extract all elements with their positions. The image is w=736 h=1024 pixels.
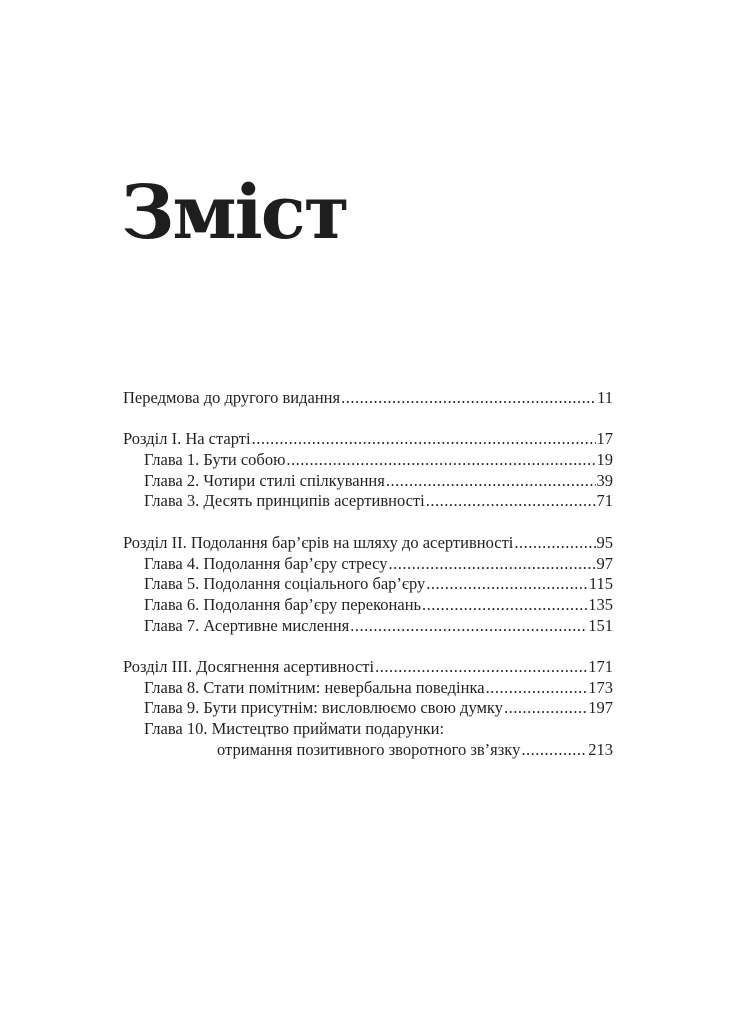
toc-chapter-entry-first-line[interactable] [123,719,613,740]
toc-entry-title: Глава 2. Чотири стилі спілкування [144,470,385,490]
toc-chapter-entry[interactable] [123,574,613,595]
toc-entry-title: Глава 6. Подолання бар’єру переконань [144,594,422,614]
dot-leader [252,429,596,450]
toc-page-number: 173 [588,677,613,697]
dot-leader [350,616,587,637]
toc-entry-title: Глава 7. Асертивне мислення [144,615,350,635]
toc-group-part-3 [123,657,613,760]
toc-entry-title: Глава 10. Мистецтво приймати подарунки: [144,719,445,738]
toc-page-number: 95 [596,532,613,552]
toc-chapter-entry[interactable] [123,450,613,471]
toc-entry-title: Глава 5. Подолання соціального бар’єру [144,574,426,594]
dot-leader [426,491,596,512]
dot-leader [422,595,587,616]
toc-chapter-entry[interactable] [123,491,613,512]
page-title: Зміст [121,170,348,256]
toc-entry-title: Розділ I. На старті [123,429,251,449]
dot-leader [386,471,596,492]
toc-page-number: 71 [596,491,613,511]
toc-page-number: 151 [588,615,613,635]
dot-leader [375,657,587,678]
dot-leader [486,678,588,699]
dot-leader [514,533,595,554]
toc-chapter-entry[interactable] [123,678,613,699]
toc-page-number: 11 [597,388,613,407]
dot-leader [521,740,587,761]
toc-entry-title: Глава 1. Бути собою [144,450,286,470]
toc-chapter-entry-continuation[interactable] [123,740,613,761]
table-of-contents [123,388,613,781]
toc-entry-title: Глава 8. Стати помітним: невербальна поведінка [144,677,485,697]
toc-page-number: 213 [588,739,613,759]
toc-page-number: 17 [596,429,613,449]
toc-chapter-entry[interactable] [123,554,613,575]
toc-chapter-entry[interactable] [123,698,613,719]
toc-page-number: 19 [596,450,613,470]
toc-entry-title: Глава 4. Подолання бар’єру стресу [144,553,388,573]
toc-entry-preface[interactable] [123,388,613,409]
dot-leader [341,388,596,409]
toc-part-heading[interactable] [123,657,613,678]
toc-entry-title: Глава 3. Десять принципів асертивності [144,491,425,511]
toc-group-part-2 [123,533,613,636]
toc-part-heading[interactable] [123,429,613,450]
toc-part-heading[interactable] [123,533,613,554]
toc-page-number: 115 [588,574,613,594]
toc-page-number: 135 [588,594,613,614]
toc-chapter-entry[interactable] [123,471,613,492]
dot-leader [388,554,595,575]
toc-group-preface [123,388,613,409]
toc-page-number: 197 [588,698,613,718]
toc-entry-subtitle: отримання позитивного зворотного зв’язку [217,739,521,759]
toc-entry-title: Розділ II. Подолання бар’єрів на шляху до асертивності [123,532,514,552]
toc-page-number: 97 [596,553,613,573]
toc-entry-title: Розділ III. Досягнення асертивності [123,656,375,676]
toc-group-part-1 [123,429,613,512]
dot-leader [426,574,588,595]
dot-leader [504,698,587,719]
toc-entry-title: Глава 9. Бути присутнім: висловлюємо свою думку [144,698,503,718]
dot-leader [286,450,595,471]
toc-entry-title: Передмова до другого видання [123,388,341,407]
toc-chapter-entry[interactable] [123,595,613,616]
toc-chapter-entry[interactable] [123,616,613,637]
toc-page-number: 171 [588,656,613,676]
toc-page-number: 39 [596,470,613,490]
